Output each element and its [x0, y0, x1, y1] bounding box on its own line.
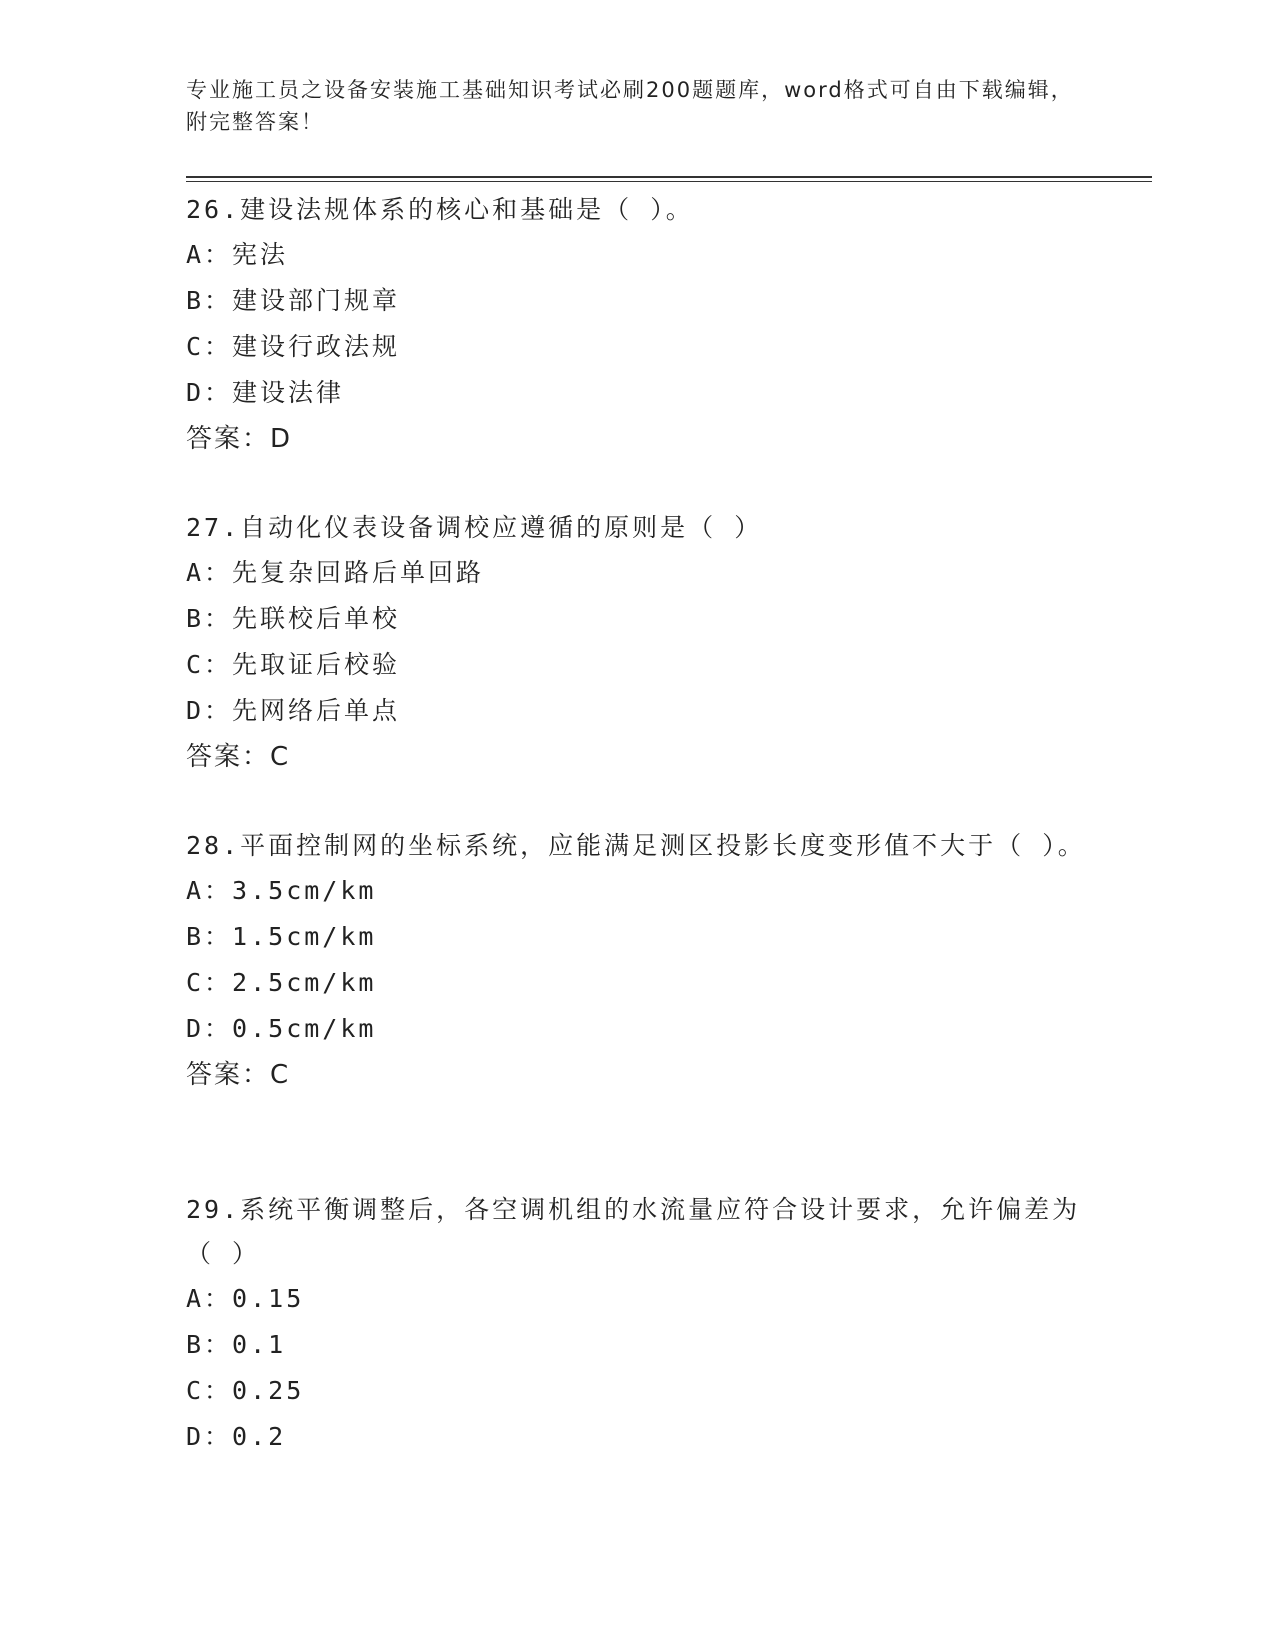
header-divider — [186, 176, 1152, 178]
answer: 答案：C — [186, 1060, 291, 1090]
option-c: C：先取证后校验 — [186, 650, 401, 679]
option-c: C：0.25 — [186, 1376, 305, 1405]
question-text: 28.平面控制网的坐标系统，应能满足测区投影长度变形值不大于（ ）。 — [186, 831, 1086, 860]
option-c: C：建设行政法规 — [186, 332, 401, 361]
answer: 答案：C — [186, 742, 291, 772]
option-d: D：建设法律 — [186, 378, 345, 407]
question-28 — [186, 824, 1086, 1098]
question-text: 29.系统平衡调整后，各空调机组的水流量应符合设计要求，允许偏差为（ ） — [186, 1195, 1081, 1268]
option-c: C：2.5cm/km — [186, 968, 377, 997]
answer: 答案：D — [186, 424, 293, 454]
option-b: B：先联校后单校 — [186, 604, 401, 633]
option-a: A：3.5cm/km — [186, 876, 377, 905]
question-27 — [186, 506, 1086, 780]
question-29 — [186, 1188, 1086, 1460]
option-a: A：0.15 — [186, 1284, 305, 1313]
option-b: B：建设部门规章 — [186, 286, 401, 315]
option-a: A：先复杂回路后单回路 — [186, 558, 485, 587]
question-26 — [186, 188, 1086, 462]
question-text: 26.建设法规体系的核心和基础是（ ）。 — [186, 195, 694, 224]
option-a: A：宪法 — [186, 240, 289, 269]
option-d: D：0.2 — [186, 1422, 287, 1451]
option-b: B：1.5cm/km — [186, 922, 377, 951]
option-b: B：0.1 — [186, 1330, 287, 1359]
option-d: D：0.5cm/km — [186, 1014, 377, 1043]
document-header: 专业施工员之设备安装施工基础知识考试必刷200题题库，word格式可自由下载编辑，附完整答案！ — [186, 78, 1074, 134]
header-divider-thin — [186, 181, 1152, 182]
option-d: D：先网络后单点 — [186, 696, 401, 725]
question-text: 27.自动化仪表设备调校应遵循的原则是（ ） — [186, 513, 763, 542]
